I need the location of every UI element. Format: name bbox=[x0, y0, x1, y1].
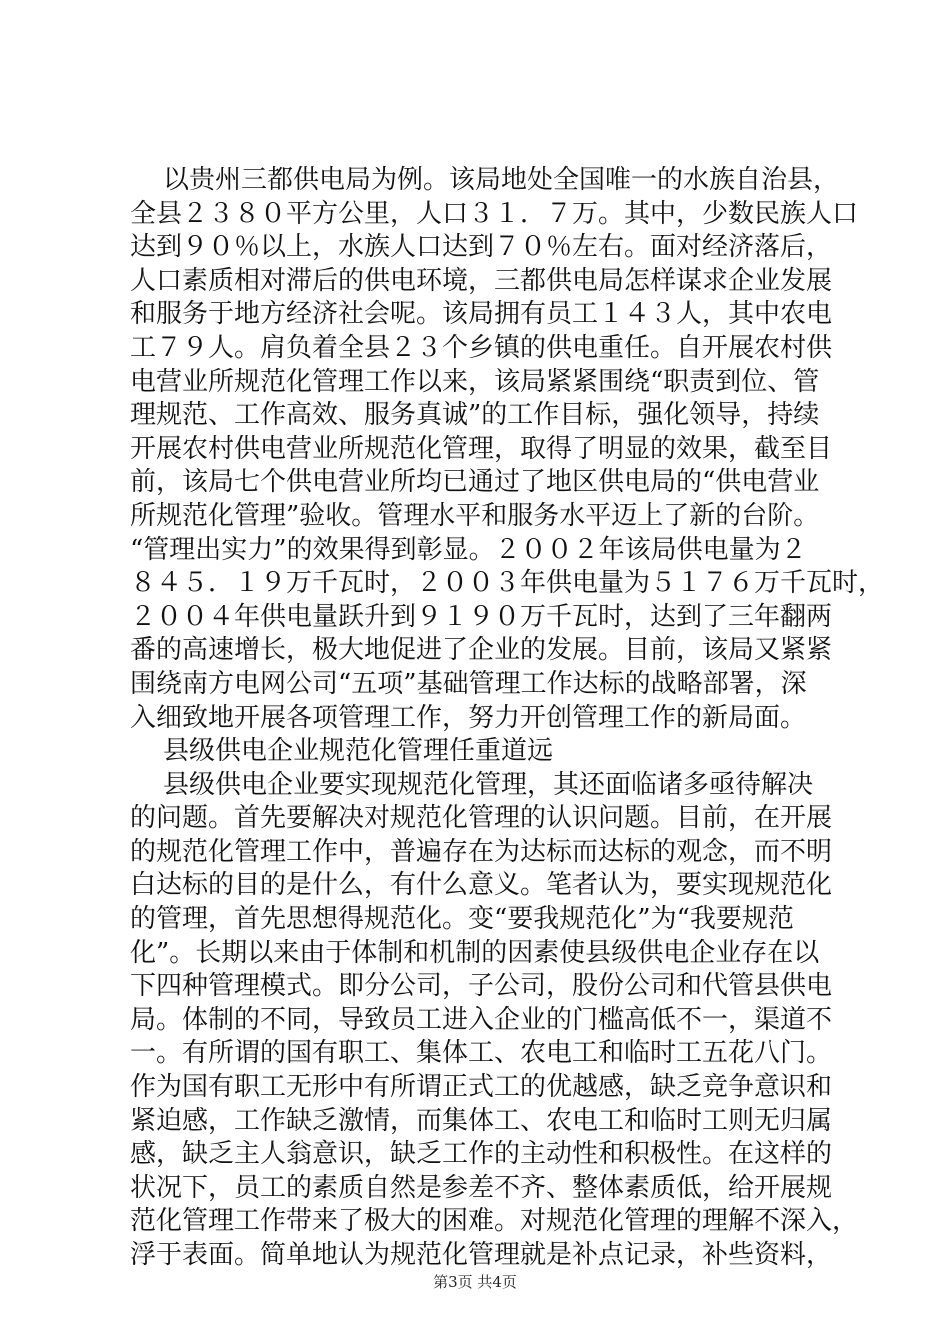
text-line: 浮于表面。简单地认为规范化管理就是补点记录，补些资料， bbox=[130, 1240, 833, 1270]
text-line: 达到９０％以上，水族人口达到７０％左右。面对经济落后， bbox=[130, 232, 833, 263]
text-line: 县级供电企业要实现规范化管理，其还面临诸多亟待解决 bbox=[130, 769, 814, 800]
text-line: 电营业所规范化管理工作以来，该局紧紧围绕“职责到位、管 bbox=[130, 366, 820, 397]
text-line: 前，该局七个供电营业所均已通过了地区供电局的“供电营业 bbox=[130, 467, 820, 498]
text-line: 的管理，首先思想得规范化。变“要我规范化”为“我要规范 bbox=[130, 904, 794, 935]
body-text bbox=[130, 164, 885, 1273]
text-line: 局。体制的不同，导致员工进入企业的门槛高低不一，渠道不 bbox=[130, 1004, 833, 1035]
text-line: 化”。长期以来由于体制和机制的因素使县级供电企业存在以 bbox=[130, 937, 820, 968]
text-line: 全县２３８０平方公里，人口３１．７万。其中，少数民族人口 bbox=[130, 198, 859, 229]
text-line: 的规范化管理工作中，普遍存在为达标而达标的观念，而不明 bbox=[130, 836, 833, 867]
text-line: 和服务于地方经济社会呢。该局拥有员工１４３人，其中农电 bbox=[130, 299, 833, 330]
text-line: 人口素质相对滞后的供电环境，三都供电局怎样谋求企业发展 bbox=[130, 265, 833, 296]
text-line: 紧迫感，工作缺乏激情，而集体工、农电工和临时工则无归属 bbox=[130, 1105, 833, 1136]
text-line: 番的高速增长，极大地促进了企业的发展。目前，该局又紧紧 bbox=[130, 635, 833, 666]
text-line: 围绕南方电网公司“五项”基础管理工作达标的战略部署，深 bbox=[130, 668, 807, 699]
text-line: 状况下，员工的素质自然是参差不齐、整体素质低，给开展规 bbox=[130, 1172, 833, 1203]
text-line: 感，缺乏主人翁意识，缺乏工作的主动性和积极性。在这样的 bbox=[130, 1139, 833, 1170]
text-line: 作为国有职工无形中有所谓正式工的优越感，缺乏竞争意识和 bbox=[130, 1072, 833, 1103]
text-line: 理规范、工作高效、服务真诚”的工作目标，强化领导，持续 bbox=[130, 400, 820, 431]
text-line: 以贵州三都供电局为例。该局地处全国唯一的水族自治县， bbox=[130, 165, 840, 195]
text-line: 所规范化管理”验收。管理水平和服务水平迈上了新的台阶。 bbox=[130, 500, 820, 531]
text-line: 入细致地开展各项管理工作，努力开创管理工作的新局面。 bbox=[130, 702, 807, 733]
text-line: 开展农村供电营业所规范化管理，取得了明显的效果，截至目 bbox=[130, 433, 833, 464]
text-line: ２００４年供电量跃升到９１９０万千瓦时，达到了三年翻两 bbox=[130, 601, 833, 632]
text-line: 范化管理工作带来了极大的困难。对规范化管理的理解不深入， bbox=[130, 1206, 859, 1237]
text-line: 下四种管理模式。即分公司，子公司，股份公司和代管县供电 bbox=[130, 971, 833, 1002]
text-line: 县级供电企业规范化管理任重道远 bbox=[130, 736, 554, 767]
text-line: 工７９人。肩负着全县２３个乡镇的供电重任。自开展农村供 bbox=[130, 332, 833, 363]
text-line: “管理出实力”的效果得到彰显。２００２年该局供电量为２ bbox=[130, 534, 807, 565]
text-line: 的问题。首先要解决对规范化管理的认识问题。目前，在开展 bbox=[130, 803, 833, 834]
text-line: 一。有所谓的国有职工、集体工、农电工和临时工五花八门。 bbox=[130, 1038, 833, 1069]
text-line: ８４５．１９万千瓦时，２００３年供电量为５１７６万千瓦时， bbox=[130, 568, 885, 599]
text-line: 白达标的目的是什么，有什么意义。笔者认为，要实现规范化 bbox=[130, 870, 833, 901]
page-footer: 第3页 共4页 bbox=[433, 1273, 517, 1291]
